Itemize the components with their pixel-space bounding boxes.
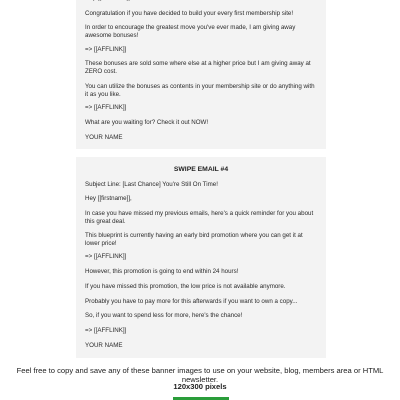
- afflink: => [[AFFLINK]]: [85, 327, 127, 334]
- banner-instructions: Feel free to copy and save any of these banner images to use on your website, blog, members area or HTML newsletter.: [16, 366, 384, 384]
- email-line: You can utilize the bonuses as contents in your membership site or do anything with it as you like.: [85, 83, 315, 98]
- email-line: Congratulation if you have decided to build your every first membership site!: [85, 10, 294, 17]
- swipe-email-4-card: [76, 157, 326, 358]
- email-heading: SWIPE EMAIL #4: [173, 166, 229, 173]
- afflink: => [[AFFLINK]]: [85, 253, 127, 260]
- email-line: [85, 0, 317, 2]
- email-line: If you have missed this promotion, the low price is not available anymore.: [85, 283, 286, 290]
- swipe-email-3-card: [76, 0, 326, 149]
- banner-size-label: 120x300 pixels: [173, 382, 227, 391]
- email-line: However, this promotion is going to end within 24 hours!: [85, 268, 239, 275]
- subject-line: Subject Line: [Last Chance] You're Still On Time!: [85, 181, 218, 188]
- signature: YOUR NAME: [85, 134, 123, 141]
- email-line: These bonuses are sold some where else at a higher price but I am giving away at ZERO cost.: [85, 60, 311, 75]
- email-line: In order to encourage the greatest move you've ever made, I am giving away awesome bonuses!: [85, 24, 296, 39]
- email-line: In case you have missed my previous emails, here's a quick reminder for you about this great deal.: [85, 210, 314, 225]
- signature: YOUR NAME: [85, 342, 123, 349]
- afflink: => [[AFFLINK]]: [85, 46, 127, 53]
- afflink: => [[AFFLINK]]: [85, 104, 127, 111]
- email-line: What are you waiting for? Check it out NOW!: [85, 119, 209, 126]
- email-line: Probably you have to pay more for this afterwards if you want to own a copy...: [85, 298, 298, 305]
- email-line: Hey [[firstname]],: [85, 195, 132, 202]
- email-line: This blueprint is currently having an early bird promotion where you can get it at lower price!: [85, 232, 303, 247]
- email-line: So, if you want to spend less for more, here's the chance!: [85, 312, 243, 319]
